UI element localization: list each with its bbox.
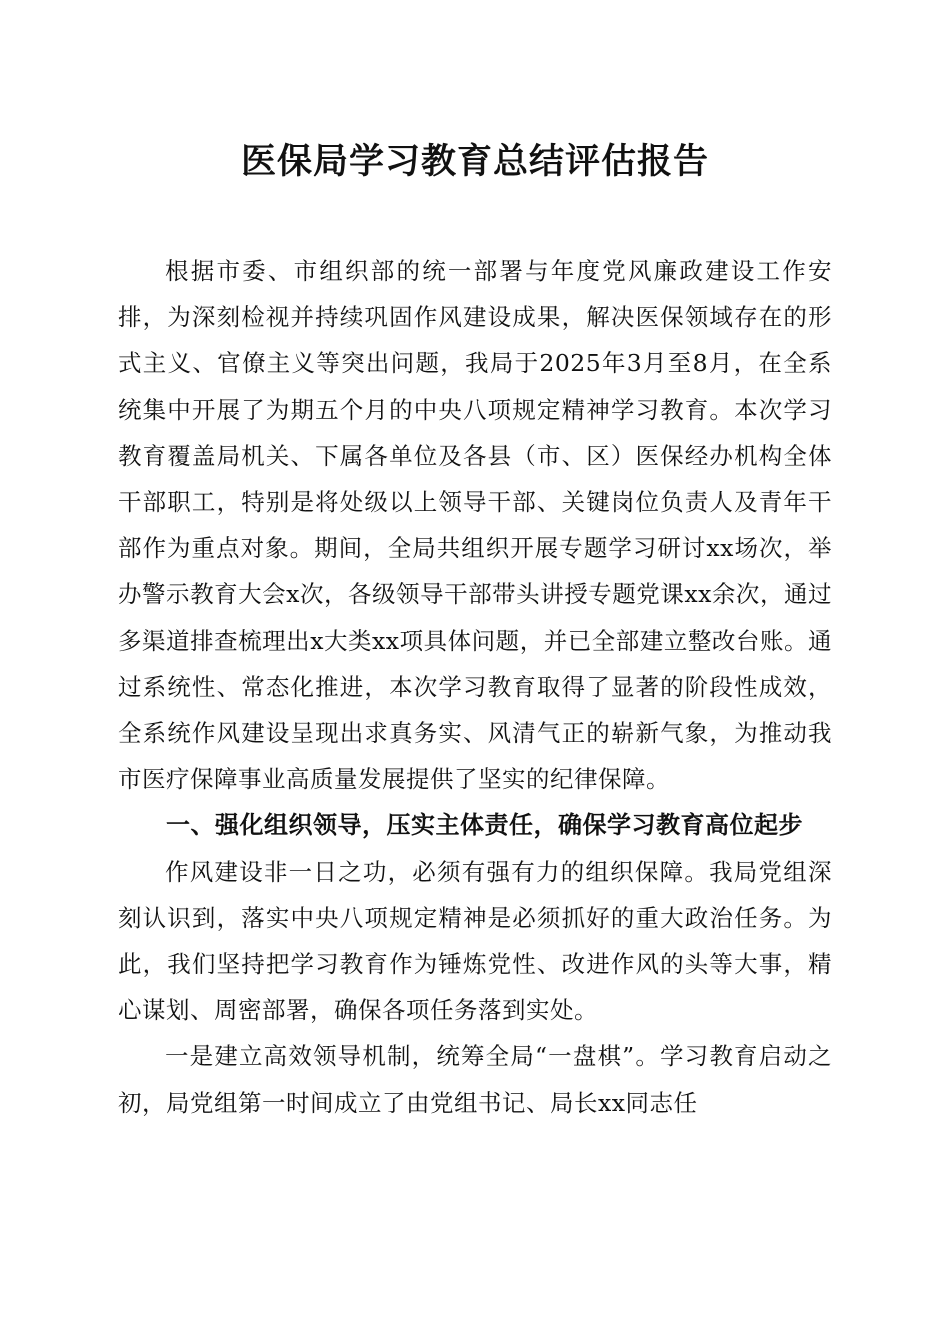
document-body bbox=[118, 132, 832, 1126]
section-1-paragraph-2: 一是建立高效领导机制，统筹全局“一盘棋”。学习教育启动之初，局党组第一时间成立了由党组书记、局长xx同志任 bbox=[118, 1042, 832, 1117]
section-1-heading: 一、强化组织领导，压实主体责任，确保学习教育高位起步 bbox=[166, 811, 803, 840]
intro-paragraph: 根据市委、市组织部的统一部署与年度党风廉政建设工作安排，为深刻检视并持续巩固作风建设成果，解决医保领域存在的形式主义、官僚主义等突出问题，我局于2025年3月至8月，在全系统集中开展了为期五个月的中央八项规定精神学习教育。本次学习教育覆盖局机关、下属各单位及各县（市、区）医保经办机构全体干部职工，特别是将处级以上领导干部、关键岗位负责人及青年干部作为重点对象。期间，全局共组织开展专题学习研讨xx场次，举办警示教育大会x次，各级领导干部带头讲授专题党课xx余次，通过多渠道排查梳理出x大类xx项具体问题，并已全部建立整改台账。通过系统性、常态化推进，本次学习教育取得了显著的阶段性成效，全系统作风建设呈现出求真务实、风清气正的崭新气象，为推动我市医疗保障事业高质量发展提供了坚实的纪律保障。 bbox=[118, 257, 832, 794]
section-1-paragraph-1: 作风建设非一日之功，必须有强有力的组织保障。我局党组深刻认识到，落实中央八项规定精神是必须抓好的重大政治任务。为此，我们坚持把学习教育作为锤炼党性、改进作风的头等大事，精心谋划、周密部署，确保各项任务落到实处。 bbox=[118, 857, 832, 1025]
document-title: 医保局学习教育总结评估报告 bbox=[240, 141, 709, 182]
